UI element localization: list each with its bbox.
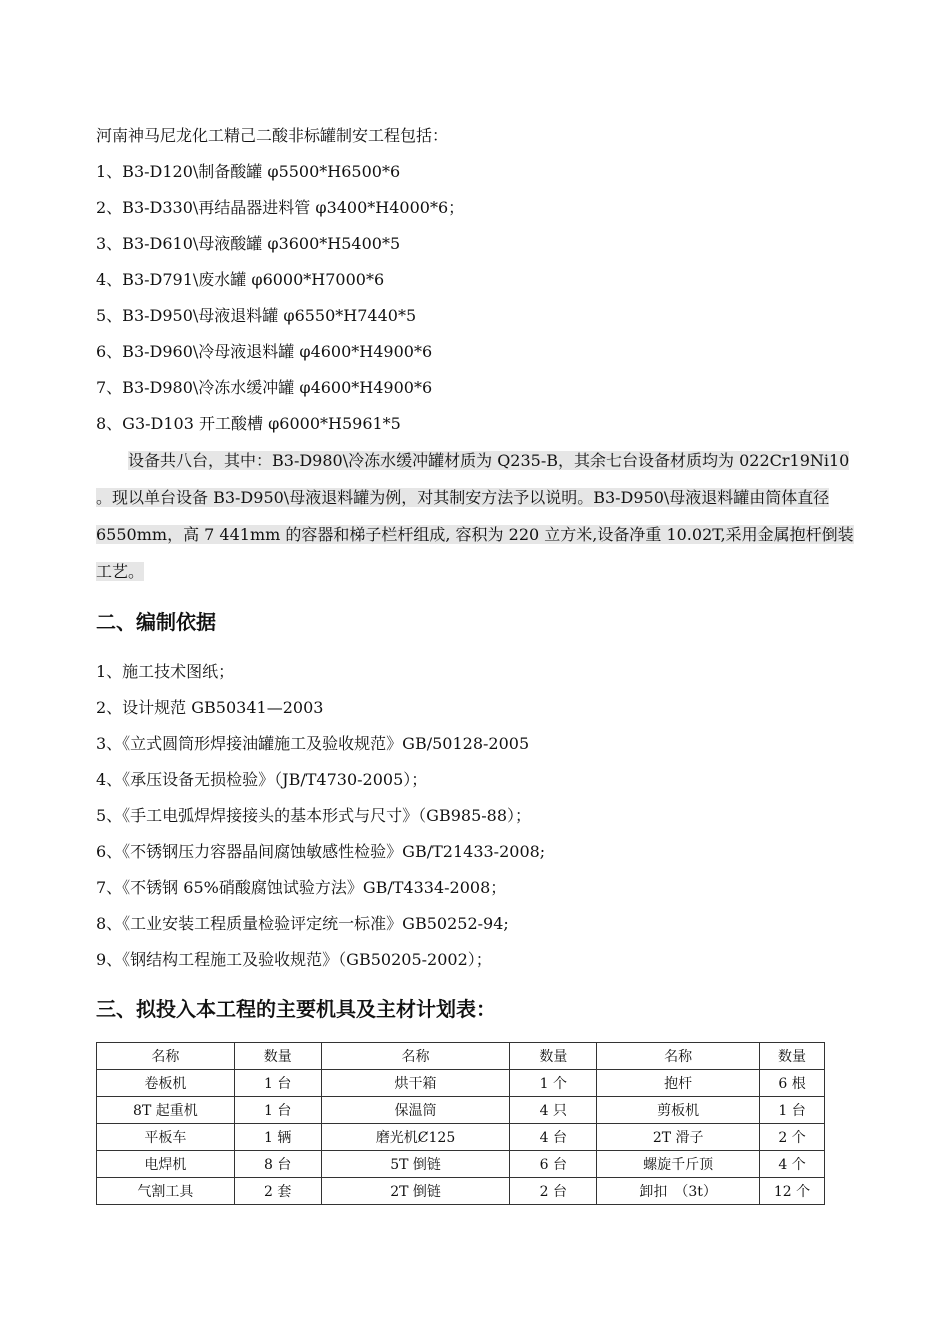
header-cell: 数量 (760, 1043, 825, 1070)
table-cell: 2T 倒链 (321, 1178, 510, 1205)
table-cell: 卷板机 (97, 1070, 235, 1097)
header-cell: 名称 (97, 1043, 235, 1070)
header-cell: 名称 (321, 1043, 510, 1070)
table-cell: 平板车 (97, 1124, 235, 1151)
basis-item-7: 7、《不锈钢 65%硝酸腐蚀试验方法》GB/T4334-2008； (96, 878, 507, 897)
basis-item-3: 3、《立式圆筒形焊接油罐施工及验收规范》GB/50128-2005 (96, 734, 530, 753)
header-cell: 数量 (510, 1043, 597, 1070)
basis-item-5: 5、《手工电弧焊焊接接头的基本形式与尺寸》（GB985-88）； (96, 806, 532, 825)
section-3-title: 三、拟投入本工程的主要机具及主材计划表： (96, 997, 496, 1021)
basis-item-6: 6、《不锈钢压力容器晶间腐蚀敏感性检验》GB/T21433-2008; (96, 842, 546, 861)
equipment-table (96, 1042, 825, 1205)
table-header-row (97, 1043, 825, 1070)
header-cell: 数量 (234, 1043, 321, 1070)
header-cell: 名称 (597, 1043, 760, 1070)
tank-item-2: 2、B3-D330\再结晶器进料管 φ3400*H4000*6； (96, 198, 465, 217)
description-text: 设备共八台，其中：B3-D980\冷冻水缓冲罐材质为 Q235-B，其余七台设备材质均为 022Cr19Ni10 。现以单台设备 B3-D950\母液退料罐为例，对其制安方法予以说明。B3-D950\母液退料罐由筒体直径 6550mm，高 7 441mm 的容器和梯子栏杆组成, 容积为 220 立方米,设备净重 10.02T,采用金属抱杆倒装工艺。 (96, 451, 854, 581)
table-cell: 12 个 (760, 1178, 825, 1205)
basis-item-8: 8、《工业安装工程质量检验评定统一标准》GB50252-94; (96, 914, 509, 933)
tank-item-8: 8、G3-D103 开工酸槽 φ6000*H5961*5 (96, 414, 401, 433)
table-row (97, 1178, 825, 1205)
table-cell: 6 根 (760, 1070, 825, 1097)
basis-item-9: 9、《钢结构工程施工及验收规范》（GB50205-2002）； (96, 950, 492, 969)
table-cell: 螺旋千斤顶 (597, 1151, 760, 1178)
intro-line: 河南神马尼龙化工精己二酸非标罐制安工程包括： (96, 126, 449, 145)
table-row (97, 1124, 825, 1151)
table-cell: 烘干箱 (321, 1070, 510, 1097)
table-cell: 2T 滑子 (597, 1124, 760, 1151)
table-row (97, 1097, 825, 1124)
table-cell: 2 个 (760, 1124, 825, 1151)
tank-item-6: 6、B3-D960\冷母液退料罐 φ4600*H4900*6 (96, 342, 433, 361)
table-cell: 2 台 (510, 1178, 597, 1205)
basis-item-1: 1、施工技术图纸； (96, 662, 235, 681)
table-cell: 6 台 (510, 1151, 597, 1178)
table-cell: 1 个 (510, 1070, 597, 1097)
table-cell: 1 台 (760, 1097, 825, 1124)
table-cell: 磨光机Ȼ125 (321, 1124, 510, 1151)
basis-item-4: 4、《承压设备无损检验》（JB/T4730-2005）； (96, 770, 428, 789)
table-cell: 4 个 (760, 1151, 825, 1178)
tank-item-4: 4、B3-D791\废水罐 φ6000*H7000*6 (96, 270, 385, 289)
table-cell: 1 辆 (234, 1124, 321, 1151)
basis-item-2: 2、设计规范 GB50341—2003 (96, 698, 324, 717)
table-row (97, 1070, 825, 1097)
table-row (97, 1151, 825, 1178)
table-cell: 抱杆 (597, 1070, 760, 1097)
table-cell: 1 台 (234, 1070, 321, 1097)
tank-item-5: 5、B3-D950\母液退料罐 φ6550*H7440*5 (96, 306, 417, 325)
table-cell: 4 台 (510, 1124, 597, 1151)
table-cell: 卸扣 （3t） (597, 1178, 760, 1205)
section-2-title: 二、编制依据 (96, 610, 216, 634)
table-cell: 气割工具 (97, 1178, 235, 1205)
tank-item-7: 7、B3-D980\冷冻水缓冲罐 φ4600*H4900*6 (96, 378, 433, 397)
table-cell: 1 台 (234, 1097, 321, 1124)
description-paragraph (96, 442, 858, 590)
table-cell: 剪板机 (597, 1097, 760, 1124)
table-cell: 2 套 (234, 1178, 321, 1205)
table-cell: 5T 倒链 (321, 1151, 510, 1178)
tank-item-3: 3、B3-D610\母液酸罐 φ3600*H5400*5 (96, 234, 401, 253)
table-cell: 4 只 (510, 1097, 597, 1124)
table-cell: 电焊机 (97, 1151, 235, 1178)
table-cell: 8 台 (234, 1151, 321, 1178)
table-cell: 保温筒 (321, 1097, 510, 1124)
tank-item-1: 1、B3-D120\制备酸罐 φ5500*H6500*6 (96, 162, 401, 181)
table-cell: 8T 起重机 (97, 1097, 235, 1124)
